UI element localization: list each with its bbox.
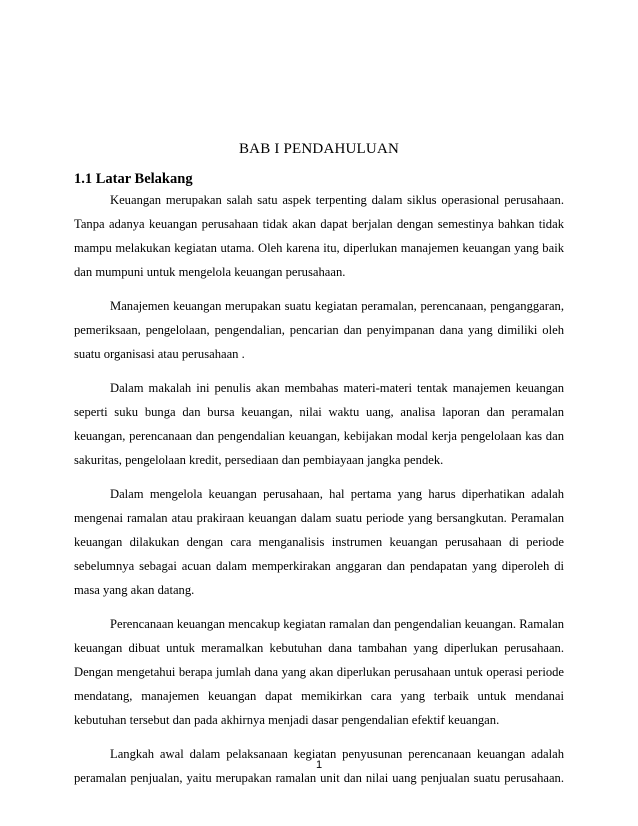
paragraph xyxy=(74,482,564,602)
text-line: Perencanaan keuangan mencakup kegiatan ramalan dan pengendalian keuangan. Ramalan xyxy=(110,617,564,631)
text-line: keuangan dibuat untuk meramalkan kebutuhan dana tambahan yang diperlukan perusahaan. xyxy=(74,641,564,655)
paragraph xyxy=(74,188,564,284)
text-line: seperti suku bunga dan bursa keuangan, nilai waktu uang, analisa laporan dan peramalan xyxy=(74,405,564,419)
text-line: kebutuhan tersebut dan pada akhirnya menjadi dasar pengendalian efektif keuangan. xyxy=(74,713,500,727)
section-heading: 1.1 Latar Belakang xyxy=(74,171,193,187)
text-line: Dalam mengelola keuangan perusahaan, hal pertama yang harus diperhatikan adalah xyxy=(110,487,564,501)
text-line: dan mumpuni untuk mengelola keuangan perusahaan. xyxy=(74,265,346,279)
text-line: Dalam makalah ini penulis akan membahas materi-materi tentak manajemen keuangan xyxy=(110,381,564,395)
text-line: keuangan dilakukan dengan cara menganalisis instrumen keuangan perusahaan di periode xyxy=(74,535,564,549)
text-line: mampu melakukan kegiatan utama. Oleh karena itu, diperlukan manajemen keuangan yang baik xyxy=(74,241,564,255)
text-line: peramalan penjualan, yaitu merupakan ramalan unit dan nilai uang penjualan suatu perusahaan. xyxy=(74,771,564,785)
document-body xyxy=(74,188,564,800)
text-line: Keuangan merupakan salah satu aspek terpenting dalam siklus operasional perusahaan. xyxy=(110,193,564,207)
text-line: keuangan, perencanaan dan pengendalian keuangan, kebijakan modal kerja pengelolaan kas dan xyxy=(74,429,564,443)
text-line: sebelumnya sebagai acuan dalam memperkirakan anggaran dan pendapatan yang diperoleh di xyxy=(74,559,564,573)
text-line: mengenai ramalan atau prakiraan keuangan dalam suatu periode yang bersangkutan. Peramalan xyxy=(74,511,564,525)
text-line: Manajemen keuangan merupakan suatu kegiatan peramalan, perencanaan, penganggaran, xyxy=(110,299,564,313)
paragraph xyxy=(74,376,564,472)
text-line: Dengan mengetahui berapa jumlah dana yang akan diperlukan perusahaan untuk operasi periode xyxy=(74,665,564,679)
text-line: mendatang, manajemen keuangan dapat memikirkan cara yang terbaik untuk mendanai xyxy=(74,689,564,703)
paragraph xyxy=(74,294,564,366)
text-line: suatu organisasi atau perusahaan . xyxy=(74,347,245,361)
text-line: Langkah awal dalam pelaksanaan kegiatan penyusunan perencanaan keuangan adalah xyxy=(110,747,564,761)
chapter-title: BAB I PENDAHULUAN xyxy=(238,141,400,157)
text-line: pemeriksaan, pengelolaan, pengendalian, pencarian dan penyimpanan dana yang dimiliki oleh xyxy=(74,323,564,337)
text-line: masa yang akan datang. xyxy=(74,583,195,597)
text-line: Tanpa adanya keuangan perusahaan tidak akan dapat berjalan dengan semestinya bahkan tidak xyxy=(74,217,564,231)
text-line: sakuritas, pengelolaan kredit, persediaan dan pembiayaan jangka pendek. xyxy=(74,453,444,467)
paragraph xyxy=(74,612,564,732)
page-number: 1 xyxy=(315,759,323,771)
